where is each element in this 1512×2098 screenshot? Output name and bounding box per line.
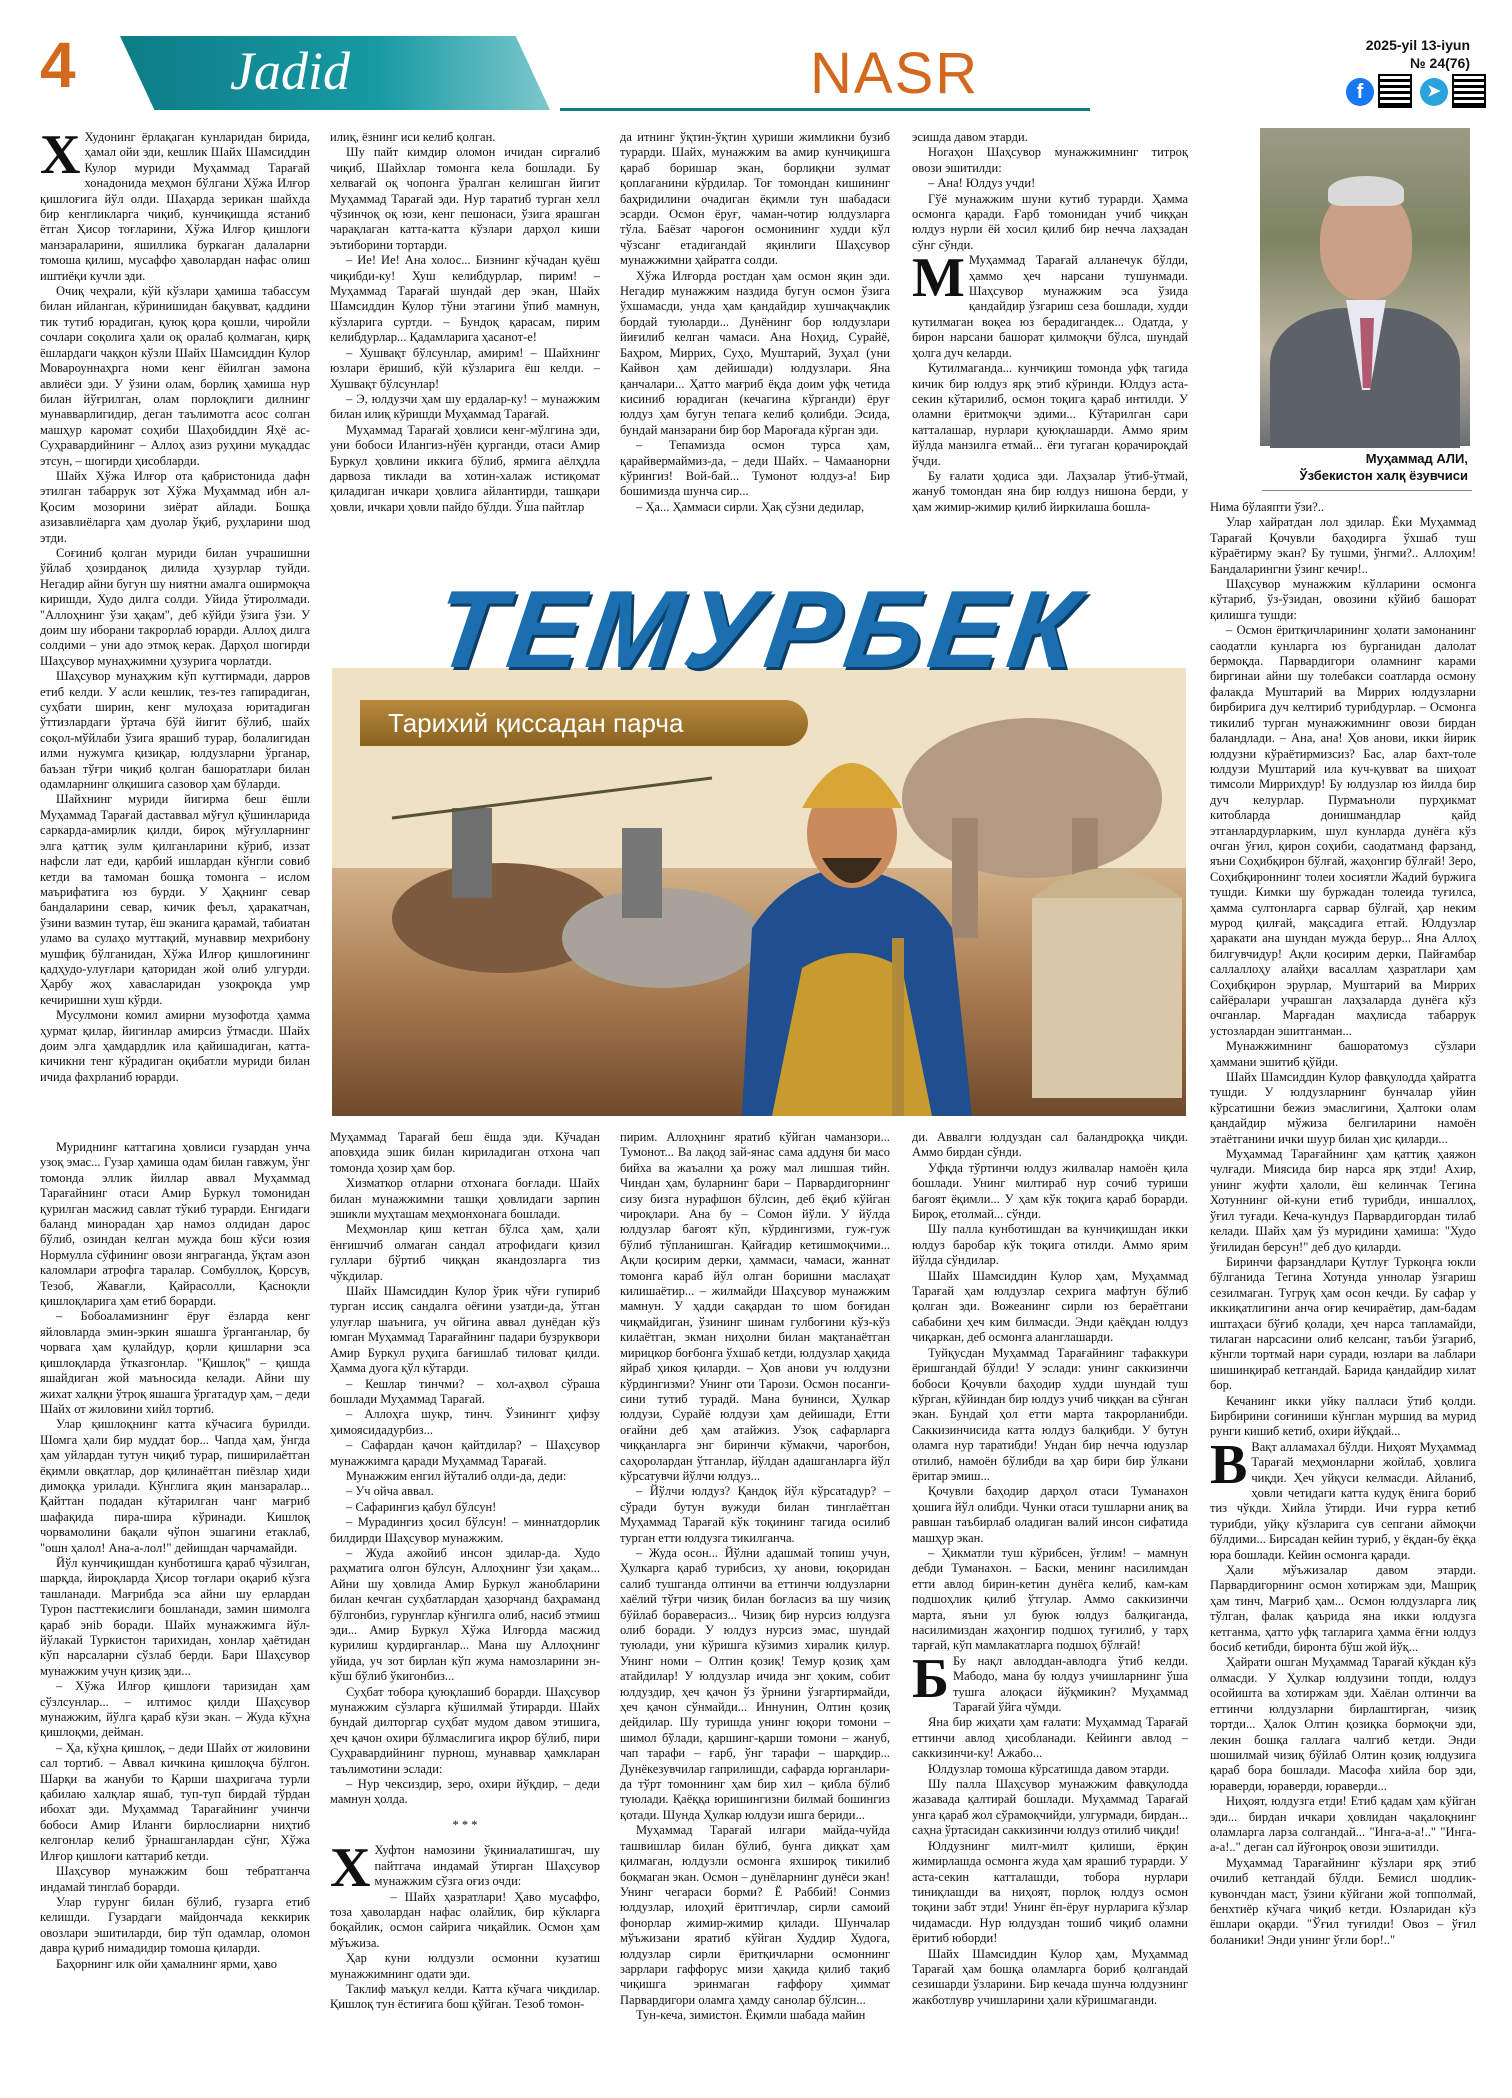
page-number: 4 (40, 29, 76, 101)
issue-number: № 24(76) (1410, 55, 1470, 71)
paragraph: – Осмон ёритқичларининг ҳолати замонанинг саодатли кунларга юз бурганидан далолат бермоқда. Парвардигори оламнинг карами биргинаи айни шу толебакси соатларда осмону фалакда Муштарий ва Миррих юлдузларни бирбирига дуч келтириб турибдурлар. – Осмонга тикилиб турган мунажжимнинг овози бирдан баландлади. – Ана, ана! Ҳов анови, икки йирик юлдузни кўраётирмизсиз? Бас, алар бахт-толе юлдузи Муштарий ила куч-қувват ва шиҳоат тимсоли Миррихдур! Бу юлдузлар юз йилда бир дуч келурлар. Пурмаъноли пурҳикмат китобларда донишмандлар қайд этганлардурларким, шул кунларда дунёга кўз очган ўғил, қирон соҳиби, саодатманд фарзанд, яъни Соҳибқирон бўлғай, жаҳонгир бўлғай! Зеро, Соҳибқироннинг толеи хосиятли Жадий буржига тушди. Кимки шу буржадан толеида туғилса, ҳамма султонларга сарвар бўлғай, ҳар неким мурод қилғай, мақсадига етгай. Юлдузлар ҳаракати ана шундан мужда берур... Яна Аллоҳ билгувчидур! Ақли қосирим дерки, Пайғамбар саллаллоҳу алайҳи васаллам ҳазратлари ҳам Соҳибқирон эрурлар, Муштарий ва Миррих сайёралари учрашган лаҳзаларда дунёга кўз очганлар. Марғадан маҳлисда табаррук устозлардан эшитганман... (1210, 623, 1476, 1038)
paragraph: Яна бир жиҳати ҳам ғалати: Муҳаммад Тарағай еттинчи авлод ҳисобланади. Кейинги авлод – саккизинчи-ку! Ажабо... (912, 1715, 1188, 1761)
paragraph: Шайх Шамсиддин Кулор ҳам, Муҳаммад Тарағай ҳам бошқа оламларга бориб қолгандай сезишарди ўзларини. Бир кечада шунча юлдузнинг жакботлувр учишларини ҳали кўришмаганди. (912, 1946, 1188, 2007)
column-3-top (620, 130, 890, 540)
paragraph: Ногаҳон Шаҳсувор мунажжимнинг титроқ овози эшитилди: (912, 145, 1188, 175)
header-rule (560, 108, 1090, 111)
facebook-icon[interactable]: f (1346, 78, 1374, 106)
paragraph: Соғиниб қолган муриди билан учрашишни ўйлаб ҳозирданоқ дилида ҳузурлар туйди. Негадир айни бугун шу ниятни амалга оширмоқча киришди, Худо дилга солди. Уйида ўтиролмади. "Аллоҳнинг ўзи ҳақам", деб кўйди ўзига ўзи. У доим шу иборани такрорлаб юрарди. Аллоҳ дилга солдими – уни адо этмоқ керак. Дарҳол шогирди Шаҳсувор мунаҳжимни ҳузурига чорлатди. (40, 545, 310, 668)
paragraph: Уфқда тўртинчи юлдуз жилвалар намоён қила бошлади. Унинг милтираб нур сочиб туриши бағоят ёқимли... У ҳам кўк тоқига қараб борарди. Бироқ, етолмай... сўнди. (912, 1160, 1188, 1222)
paragraph: Шайхнинг муриди йигирма беш ёшли Муҳаммад Тарағай даставвал мўғул қўшинларида саркарда-амирлик қилди, бироқ мўғулларнинг элга қаттиқ зулм қилганларини кўриб, иззат нафсли лат еди, қарбий ишлардан кўнгли совиб кетди ва тамоман бошқа томонга – ислом маърифатига юз бурди. У Ҳақнинг севар бандаларини севар, кичик феъл, ҳаракатчан, ўзини вазмин тутар, ёш эканига қарамай, табиатан уламо ва сулаҳо муттақий, мунаввир мехрибону мушфиқ бўлганидан, Хўжа Илғор қишлоғининг қадҳудо-улуғлари қаторидан жой олиб улгурди. Ҳарбу жоҳ хавасларидан узоқроқда умр кечиришни хуш кўрди. (40, 792, 310, 1007)
paragraph: Суҳбат тобора қуюқлашиб борарди. Шаҳсувор мунажжим сўзларга кўшилмай ўтирарди. Шайх бундай дилторгар суҳбат мудом давом этишига, ҳеч қачон охири бўлмаслигига иқрор бўлиб, пири Суҳравардийнинг пурнош, мунаввар ҳамкларан таълимотини эслади: (330, 1684, 600, 1776)
drop-cap: Х (330, 1837, 371, 1900)
paragraph: эсишда давом этарди. (912, 130, 1028, 144)
paragraph: Улар гурунг билан бўлиб, гузарга етиб келишди. Гузардаги майдончада кеккирик овозлари эшитиларди, бир тўп одамлар, оломон давра қуриб нимадидир томоша қиларди. (40, 1894, 310, 1956)
paragraph: Кечанинг икки уйку паллаcи ўтиб қолди. Бирбирини соғиниши кўнглан муршид ва мурид рунги кишиб кетиб, охири йўқдай... (1210, 1393, 1476, 1439)
paragraph: – Йўлчи юлдуз? Қандоқ йўл кўрсатадур? – сўради бутун вужуди билан тинглаётган Муҳаммад Тарағай кўк тоқининг тагида осилиб турган етти юлдузга тикилганча. (620, 1484, 890, 1545)
paragraph: Ҳайрати ошган Муҳаммад Тарағай кўкдан кўз олмасди. У Ҳулкар юлдузини топди, юлдуз осойишта ва хотиржам эди. Хаёлан олтинчи ва еттинчи юлдузларни бирлаштирган, чизиқ тортди... Ҳалок Олтин қозиқка бормоқчи эди, лекин бошқа галлага чалгиб кетди. Энди шошилмай чизиқ бўйлаб Олтин қозиқ юлдузига қараб бора бошлади. Масофа хийла бор эди, юраверди, юраверди, юраверди... (1210, 1655, 1476, 1793)
elephant-leg (952, 818, 978, 938)
paragraph: Очиқ чеҳрали, кўй кўзлари ҳамиша табассум билан ийланган, кўринишидан бақувват, қаддини тик тутиб юрадиган, қуюқ қора қошли, чиройли сочлари соқолига ҳали оқ оралаб қолмаган, қирқ ёшлардаги чаққон кўзли Шайх Шамсиддин Кулор Мовароуннаҳрга номи кенг ёйилган замона авлиёси эди. У ўзини олам, борлиқ ҳамиша нур билан йўғрилган, олам порлоқлиги дилнинг мунавварлигидир, деган таълимотга асос солган машҳур каромат соҳиби Шаҳобиддин Яҳё ас-Суҳравардийнинг – Аллоҳ азиз руҳини муқаддас этсун, – шогирди ҳисобларди. (40, 284, 310, 468)
paragraph: Муҳаммад Тарағайнинг ҳам қаттиқ ҳаяжон чулғади. Миясида бир нарса ярқ этди! Ахир, унинг жуфти ҳалоли, ёш келинчак Тегина Хотуннинг ой-куни етиб турибди, иншаллоҳ, ўғил туғади. Кеча-кундуз Парвардигордан тилаб келади. Шайх ҳам ўз муридини ҳамиша: "Худо ўғилидан берсун!" деб дуо қиларди. (1210, 1147, 1476, 1254)
paragraph: Мусулмони комил амирни музофотда ҳамма ҳурмат қилар, йигинлар амирсиз ўтмасди. Шайх доим элга ҳамдардлик ила қайишадиган, катта-кичикни тенг кўрадиган оқибатли муриди билан ичида фахрланиб юрарди. (40, 1008, 310, 1084)
elephant-shape (902, 718, 1162, 878)
paragraph: Шу пайт кимдир оломон ичидан сирғалиб чиқиб, Шайхлар томонга кела бошлади. Бу хелвағай оқ чопонга ўралган келишган йигит Муҳаммад Тарағай эди. Нур таратиб турган хелл чўзинчоқ оқ юзи, кенг пешонаси, ўзига ярашган чарақлаган катта-катта кўзлари дарҳол киши эътиборини тортарди. (330, 145, 600, 252)
column-2-bottom (330, 1130, 600, 2080)
article-title: ТЕМУРБЕК (427, 568, 1092, 691)
column-2-top (330, 130, 600, 540)
paragraph: – Ана! Юлдуз учди! (928, 176, 1036, 191)
paragraph: – Сафарингиз қабул бўлсун! (346, 1499, 497, 1514)
paragraph: Шайх Хўжа Илғор ота қабристонида дафн этилган табаррук зот Хўжа Муҳаммад ибн ал-Қосим мозорини зиёрат айлади. Бошқа азизавлиёларга ҳам дуолар ўқиб, руҳларини шод этди. (40, 468, 310, 545)
paragraph: Таклиф маъқул келди. Катта кўчага чиқдилар. Қишлоқ тун ёстиғига бош қўйган. Тезоб томон- (330, 1981, 600, 2012)
paragraph: Шайх Шамсиддин Кулор ҳам, Муҳаммад Тарағай ҳам юлдузлар сехрига мафтун бўлиб қолган эди. Вожеанинг сирли юз бераётгани сабабини ҳеч ким билмасди. Энди қаёқдан юлдуз чиқаркан, деб осмонга аланглашарди. (912, 1268, 1188, 1345)
paragraph: Кутилмаганда... кунчиқиш томонда уфқ тагида кичик бир юлдуз ярқ этиб кўринди. Юлдуз аста-секин кўтарилиб, осмон тоқига қараб интилди. У оламни ёритмоқчи эдими... Кўтарилган сари катталашар, нурлари қуюқлашарди. Аммо ярим йўлда манзилга етмай... ёғи тугаган қорачироқдай ўчди. (912, 361, 1188, 468)
paragraph: Хўжа Илғорда ростдан ҳам осмон яқин эди. Негадир мунажжим наздида бугун осмон ўзига ўхшамасди, унда ҳам қандайдир хушчақчақлик бордай туюларди... Дунёнинг бор юлдузлари йиғилиб келган чамаси. Ана Ноҳид, Сурайё, Баҳром, Миррих, Суҳо, Муштарий, Зуҳал (уни Кайвон ҳам дейишади) юлдузлари. Яна қанчалари... Ҳатто мағриб ёқда доим уфқ четида кисиниб юрадиган (кечагина кўрганди) ёруғ юлдуз ҳам бугун тепага келиб қолибди. Эсида, бундай манзарани бир бор Мароғада кўрган эди. (620, 268, 890, 437)
column-5 (1210, 500, 1476, 2080)
paragraph: Муҳаммад Тарағай илгари майда-чуйда ташвишлар билан бўлиб, бунга диқкат ҳам қилмаган, юлдузли осмонга яхшироқ тикилиб боқмаган экан. Осмон – дунёларнинг дунёси экан! Унинг чегараси борми? Ё Раббий! Сонмиз юлдузлар, илоҳий ёритгичлар, сирли самоий фонорлар жимир-жимир қилади. Шунчалар мўъжизани яратиб кўйган Худдир Худога, юлдузлар сирли ёритқичларни осмоннинг заррлари гаффорус мизи ҳақида қилиб тақиб чиқишга эринмаган ғаффору ҳиммат Парвардигори оламга ҳамду санолар бўлсин... (620, 1823, 890, 2007)
paragraph: Биринчи фарзандлари Қутлуғ Туркоңга юкли бўлганида Тегина Хотунда уннолар ўзгариш сезилмаган. Тугруқ ҳам осон кечди. Бу сафар у иккиқатлигини анча оғир кечираётир, дам-бадам иштаҳаси бўғиб қолади, ҳеч нарса тапламайди, тилаган нарсасини олиб келсанг, таъби ўзгариб, кўнгли тортмай нари суради, юзлари ва лаблари шишинқираб кетгандай. Барида қандайдир хилат бор. (1210, 1254, 1476, 1393)
paragraph: Туйқусдан Муҳаммад Тарағайнинг тафаккури ёришгандай бўлди! У эслади: унинг саккизинчи бобоси Қочувли баҳодир худди шундай туш кўрган, кўйиндан бир юлдуз учиб чиққан ва сўнган экан. Бундай ҳол етти марта такрорланибди. Саккизинчисида катта юлдуз балқибди. У бутун оламга нур таратибди! Ундан бир нечча юдузлар отилиб, намоён бўлибди ва ҳар бири бир ўлкани ёритар эмиш... (912, 1345, 1188, 1483)
paragraph: Ҳар куни юлдузли осмонни кузатиш мунажжимнинг одати эди. (330, 1951, 600, 1981)
author-caption (1262, 450, 1468, 484)
paragraph: Шу палла Шаҳсувор мунажжим фавқулодда жазавада қалтирай бошлади. Муҳаммад Тарағай унга қараб жол сўрамоқчийди, улгурмади, бирдан... саҳна ўртасидан саккизинчи юлдуз отилиб чиқди! (912, 1777, 1188, 1838)
paragraph: Гўё мунажжим шуни кутиб турарди. Ҳамма осмонга қаради. Ғарб томонидан учиб чиққан юлдуз нурли ёй хосил қилиб бир нечча лаҳзадан сўнг сўнди. (912, 191, 1188, 252)
paragraph: Худонинг ёрлақаган кунларидан бирида, ҳамал ойи эди, кешлик Шайх Шамсиддин Кулор муриди Муҳаммад Тарағай хонадонида меҳмон бўлгани Хўжа Илғор қишлоғига йўл олди. Шаҳарда зерикан шайхда бир кенгликларга чиқиб, кунчиқишда ястаниб ётган Ҳисор тоғларини, Хўжа Илғор қишлоғи манзараларини, яшиллика буркаган далаларни томоша қилиш, мусаффо ҳаволардан нафас олиш иштиёқи кучли эди. (40, 130, 310, 283)
paragraph: – Э, юлдузчи ҳам шу ердалар-ку! – мунажжим билан илиқ кўришди Муҳаммад Тарағай. (330, 391, 600, 422)
drop-cap: В (1210, 1433, 1248, 1496)
paragraph: Шу палла кунботишдан ва кунчиқишдан икки юлдуз баробар кўк тоқига отилди. Аммо ярим йўлда сўндилар. (912, 1222, 1188, 1268)
rider-shape (622, 828, 662, 918)
paragraph: – Сафардан қачон қайтдилар? – Шаҳсувор мунажжимга қаради Муҳаммад Тарағай. (330, 1438, 600, 1468)
paragraph: Улар қишлоқнинг катта кўчасига бурилди. Шомга ҳали бир муддат бор... Чапда ҳам, ўнгда ҳам уйлардан тутун чиқиб турар, пиширилаётган ёқимли овқатлар, дор қилинаётган пиёзлар ҳиди димоққа урилади. Кўнглига яқин манзаралар... Қайттан подадан кўтарилган чанг мағриб шафақида пира-шира кўринади. Кишлоқ чорвамолини бақали чўпон эшагини етаклаб, "ошн ҳалол! Ана-а-лол!" дейишдан чарчамайди. (40, 1417, 310, 1555)
paragraph: – Ҳа, кўҳна қишлоқ, – деди Шайх от жиловини сал тортиб. – Аввал кичкина қишлоқча бўлгон. Шарқи ва жануби то Қарши шаҳригача турли қабилаю халқлар яшаб, туп-туп бирдай тўрдан ибохат эди. Муҳаммад Тарағайнинг учинчи бобоси Амир Иланги бирлослиарни ниҳтиб келгонлар келиб ўрнашганлардан сўнг, Хўжа Илғор қишлоғи каттариб кетди. (40, 1740, 310, 1863)
paragraph: Мунажжимнинг башоратомуз сўзлари ҳаммани эшитиб қўйди. (1210, 1039, 1476, 1069)
paragraph: Юлдузлар томоша кўрсатишда давом этарди. (928, 1761, 1170, 1776)
column-4-bottom (912, 1130, 1188, 2080)
paragraph: – Ие! Ие! Ана холос... Бизнинг кўчадан қуёш чиқибди-ку! Хуш келибдурлар, пирим! – Муҳаммад Тарағай шундай дер экан, Шайх Шамсиддин Кулор тўни этагини ўпиб мамнун, кўзларига суртди. – Бундоқ қарасам, пирим келибдурлар... Қадамларига ҳасанот-е! (330, 253, 600, 345)
paragraph: Шаҳсувор мунажжим кўлларини осмонга кўтариб, ўз-ўзидан, овозини кўйиб башорат қилишга тушди: (1210, 577, 1476, 622)
issue-info (1366, 36, 1470, 72)
paragraph: Мунажжим енгил йўталиб олди-да, деди: (346, 1468, 567, 1483)
issue-date: 2025-yil 13-iyun (1365, 37, 1470, 53)
paragraph: Хизматкор отларни отхонага боғлади. Шайх билан мунажжимни ташқи ҳовлидаги зарпин эшикли муҳташам меҳмонхонага бошлади. (330, 1176, 600, 1222)
paragraph: – Жуда осон... Йўлни адашмай топиш учун, Ҳулкарга қараб турибсиз, ҳу анови, юқоридан салиб тушганда олтинчи ва еттинчи юлдузларни хаёлий тўғри чизиқ билан боғласиз ва шу чизиқ бўйлаб бораверасиз... Чизиқ бир нурсиз юлдузга олиб боради. У юлдуз нурсиз эмас, шундай туюлади, уни кўришга кўзимиз хиралик қилур. Унинг номи – Олтин қозиқ! Темур қозиқ ҳам атайдилар! У юлдузлар ичида энг ҳоким, собит юлдуздир, ҳеч қачон ўз ўрнини ўзгартирмайди, ҳеч қачон сўнмайди... Иннунин, Олтин қозиқ дейдилар. Шу туришда унинг юқори томони – шимол бўлади, қаршинг-қарши томони – жануб, чап тарафи – ғарб, ўнг тарафи – шарқдир... Дунёкезувчилар гаприлишди, сафарда юрганлари-да тўрт томоннинг ҳам бир хил – қибла бўлиб туюлади. Қаёққа юришингизни билмай бошингиз қотади. Шунда Ҳулкар юлдузи ишга бериди... (620, 1545, 890, 1822)
paragraph: Нима бўлаяпти ўзи?.. (1210, 500, 1325, 514)
caption-rule (1262, 490, 1472, 491)
column-1-bottom (40, 1140, 310, 2080)
palace-shape (1032, 898, 1182, 1098)
paragraph: Тун-кеча, зимистон. Ёқимли шабада майин (636, 2008, 866, 2023)
paragraph: Юлдузнинг милт-милт қилиши, ёрқин жимирлашда осмонга жуда ҳам ярашиб турарди. У аста-секин катталашди, тобора нурлари тиниқлашди ва ниҳоят, порлоқ юлдуз осмон тоқини забт этди! Унинг ёп-ёруғ нурларига кўзлар чидамасди. Нур юлдуздан тошиб чиқиб оламни ёритиб юборди! (912, 1838, 1188, 1946)
column-4-top (912, 130, 1188, 540)
paragraph: Муриднинг каттагина ҳовлиси гузардан унча узоқ эмас... Гузар ҳамиша одам билан гавжум, ўнг томонда эллик йиллар аввал Муҳаммад Тарағайнинг отаси Амир Буркул томонидан қурилган масжид савлат тўкиб турарди. Енгидаги баланд минорадан ҳар намоз олдидан дарос бўлиб, озиндан келган мужда бош кўси юзия Нормулла сўфининг овози янграганда, ўқтам азон каломлари атрофга таралар. Сомбуллоқ, Қорсув, Тезоб, Жавағли, Қайрасолли, Қасноқли қишлоқларига ҳам етиб борарди. (40, 1140, 310, 1309)
paragraph: Муҳаммад Тарағай беш ёшда эди. Кўчадан аповҳида эшик билан кириладиган отхона чап томонда ҳозир ҳам бор. (330, 1130, 600, 1175)
rider-shape (452, 808, 492, 898)
paragraph: Баҳорнинг илк ойи ҳамалнинг ярми, ҳаво (56, 1956, 278, 1971)
telegram-icon[interactable]: ➤ (1420, 78, 1448, 106)
sword-shape (892, 938, 904, 1116)
author-name: Муҳаммад АЛИ, (1365, 451, 1468, 466)
paragraph: – Бобоаламизнинг ёруғ ёзларда кенг яйловларда эмин-эркин яшашга ўрганганлар, бу чорвага ҳам қулайдур, қорли қишларни эса қишлоқларда ўтказгонлар. "Қишлоқ" – қишда яшайдиган жой маъносида келади. Айни шу жихат халқни ўтроқ яшашга ўргатадур ҳам, – деди Шайх от жиловини хийл тортиб. (40, 1309, 310, 1416)
author-photo (1260, 128, 1470, 446)
paragraph: Ниҳоят, юлдузга етди! Етиб қадам ҳам кўйган эди... бирдан ичкари ҳовлидан чақалоқнинг оламларга ларза солгандай... "Инга-а-а!.." "Инга-а-а!.." деган сал йўғонроқ овози эшитилди. (1210, 1794, 1476, 1855)
paragraph: Меҳмонлар қиш кетган бўлса ҳам, ҳали ёнғишчиб олмаган сандал атрофидаги қизил гуллари бўртиб чиққан якандозларга тиз чўкдилар. (330, 1222, 600, 1283)
hair-shape (1328, 176, 1404, 206)
paragraph: – Хўжа Илғор қишлоғи таризидан ҳам сўзлсунлар... – илтимос қилди Шаҳсувор мунажжим, йўлга қараб кўзи экан. – Жуда кўҳна қишлоқми, дейман. (40, 1679, 310, 1740)
column-3-bottom (620, 1130, 890, 2080)
paragraph: пирим. Аллоҳнинг яратиб кўйган чаманзори... Тумонот... Ва лақод зай-янас сама аддуня би масо бийха ва жаъални ҳа рожу мал лишшая тийн. Чиндан ҳам, буларнинг бари – Парвардигорнинг сизу бизга нурафшон бўлсин, деб ёқиб кўйган чироқлари. Ана бу – Сомон йўли. У йўлда юлдузлар бағоят кўп, кўрдингизми, гуж-гуж бўлиб тўпланишган. Қайғадир кетишмоқчими... Ақли қосирим дерки, ҳаммаси, чамаси, жаннат томонга караб йўл олган боришни маслаҳат килишаётир... – жилмайди Шаҳсувор мунажжим мамнун. У ҳадди сақардан то шом боғидан чиқмайдиган, ўзининг шинам гулбоғини кўз-кўз килаётган, экман ниҳолни билан мақтанаётган мирицкор боғбонга ўхшаб кетди, юлдузлар ҳақида яйраб ҳикоя қиларди. – Ҳов анови уч юлдузни кўрдингизми? Унинг оти Тарози. Осмон посанги-сини тутиб турадй. Мана бунинси, Ҳулкар юлдузи, Сурайё юлдузи ҳам дейишади, Етти оғайни деб ҳам атайжиз. Узоқ сафарларга чиққанларга энг биринчи кўмакчи, чароғбон, саҳоролардан ўтганлар, йўлдан адашганларга йўл кўрсатувчи йўлчи юлдуз... (620, 1130, 890, 1483)
paragraph: – Кешлар тинчми? – хол-аҳвол сўраша бошлади Муҳаммад Тарағай. (330, 1376, 600, 1406)
drop-cap: Х (40, 130, 81, 186)
paragraph: Шаҳсувор мунаҳжим кўп куттирмади, дарров етиб келди. У асли кешлик, тез-тез гапирадиган, суҳбати ширин, кенг мулоҳаза юритадиган ўттизлардаги ўртача бўй йигит бўлиб, шайх соқол-мўйлаби ўзига ярашиб турар, болалигидан илми нужумга қизиқар, юлдузларни ўрганар, баъзан тўғри чиқиб қолган башоратлари билан одамларнинг олқишига сазовор ҳам бўларди. (40, 669, 310, 792)
paragraph: Муҳаммад Тарағай ҳовлиси кенг-мўлгина эди, уни бобоси Илангиз-нўён қурганди, отаси Амир Буркул ҳовлини иккига бўлиб, ярмига аёлҳдла дарвоза тиклади ва хотин-халаж истиқомат қиладиган ичкари ҳовлига айлантирди, ташқари ҳовли, ичкари ҳовли пайдо бўлди. Ўша пайтлар (330, 422, 600, 514)
paragraph: – Шайх ҳазратлари! Ҳаво мусаффо, тоза ҳаволардан нафас олайлик, бир кўкларга боқайлик, осмон сайрига чиқайлик. Осмон ҳам мўъжиза. (330, 1889, 600, 1950)
paragraph: – Жуда ажойиб инсон эдилар-да. Худо раҳматига олгон бўлсун, Аллоҳнинг ўзи ҳақам... Айни шу ҳовлида Амир Буркул жанобларини билан кечган суҳбатлардан ҳазорчанд баҳраманд бўлгонбиз, гурунглар кўнгилга олиб, насиб этмиш эди... Амир Буркул Хўжа Илғорда масжид курилиш қурдирганлар... Мана шу Аллоҳнинг уйида, уч зот бирлан кўп жума намозларини эн-кўш бўлиб ўкигонбиз... (330, 1545, 600, 1684)
paragraph: Йўл кунчиқишдан кунботишга қараб чўзилган, шарқда, йироқларда Ҳисор тоғлари оқариб кўзга ташланади. Мағрибда эса айни шу ерлардан Турон пасттекислиги бошланади, замин шимолга қараб энib боради. Шайх мунажжимга йўл-йўлакай Туркистон тарихидан, хонлар ҳаётидан кўп нарсаларни сўзлаб берди. Бари Шаҳсувор мунажжим учун қизиқ эди... (40, 1555, 310, 1678)
column-1-top (40, 130, 310, 1130)
drop-cap: Б (912, 1647, 950, 1710)
section-name: NASR (810, 41, 980, 106)
brand-name: Jadid (230, 41, 350, 101)
page-header (0, 0, 1512, 120)
paragraph: Шайх Шамсиддин Кулор фавқулодда ҳайратга тушди. У юлдузларнинг бунчалар уйин кўрсатишни бежиз эмаслигини, Ҳалтоки олам қандайдир мўжиза белгиларини намоён этаётганини ички шуур билан ҳис қиларди... (1210, 1070, 1476, 1146)
paragraph: Шайх Шамсиддин Кулор ўрик чўғи гупириб турган иссиқ сандалга оёғини узатди-да, ўтган улуғлар шаънига, уч ойгина аввал дунёдан кўз юмган Муҳаммад Тарағайнинг падари бузруквори Амир Буркул руҳига бағишлаб тиловат қилди. Ҳамма дуога қўл кўтарди. (330, 1284, 600, 1376)
article-subtitle: Тарихий қиссадан парча (360, 700, 808, 746)
qr-code-icon (1380, 76, 1410, 106)
paragraph: Ҳали мўъжизалар давом этарди. Парвардигорнинг осмон хотиржам эди, Машриқ ҳам тинч, Мағриб ҳам... Осмон юлдузларга лиқ тўлган, фалак қаърида яна икки юлдузга кетганма, ҳатто уфқ тагларига ҳамма ёғни юлдуз босиб кетибди, биронта бўш жой йўқ... (1210, 1563, 1476, 1655)
paragraph: Хуфтон намозини ўқиниалатишгач, шу пайтгача индамай ўтирган Шаҳсувор мунажжим сўзга оғиз очди: (374, 1843, 600, 1889)
paragraph: – Ҳа... Ҳаммаси сирли. Ҳақ сўзни дедилар, (636, 499, 865, 514)
section-divider: * * * (452, 1817, 478, 1832)
paragraph: – Аллоҳга шукр, тинч. Ўзинингг ҳифзу ҳимоясидадурбиз... (330, 1407, 600, 1437)
paragraph: илиқ, ёзнинг иси келиб қолган. (330, 130, 496, 144)
paragraph: Муҳаммад Тарағай алланечук бўлди, ҳаммо ҳеч нарсани тушунмади. Шаҳсувор мунажжим эса ўзида қандайдир ўзгариш сеза бошлади, худди кутилмаган воқеа юз берадигандек... Одатда, у бирон нарсани башорат қилмоқчи бўлса, шундай ҳолга дуч келарди. (912, 253, 1188, 360)
drop-cap: М (912, 247, 965, 310)
paragraph: Қочувли баҳодир дарҳол отаси Туманахон ҳошига йўл олибди. Чунки отаси тушларни аниқ ва равшан таъбирлаб оладиган валий инсон сифатида машҳур экан. (912, 1484, 1188, 1545)
qr-code-icon (1454, 76, 1484, 106)
author-title: Ўзбекистон халқ ёзувчиси (1299, 468, 1468, 483)
paragraph: – Хушвақт бўлсунлар, амирим! – Шайхнинг юзлари ёришиб, кўй кўзларига ёш келди. – Хушвақт бўлсунлар! (330, 345, 600, 391)
paragraph: да итнинг ўқтин-ўқтин ҳуриши жимликни бузиб турарди. Шайх, мунажжим ва амир кунчиқишга қараб боришар экан, борлиқни зулмат қоплаганини кўрдилар. Тоғ томондан кишининг баҳридилини очадиган ёқимли тун шабадаси эсарди. Осмон ёруғ, чаман-чотир юлдузларга тўла. Баёзат чароғон осмонининг худди кўл чўзсанг етадигандай яқинлиги Шаҳсувор мунажжимни ҳайратга солди. (620, 130, 890, 268)
paragraph: Муҳаммад Тарағайнинг кўзлари ярқ этиб очилиб кетгандай бўлди. Бемисл шодлик-кувончдан маст, ўзини кўйгани жой топполмай, бенхтиёр кўчага чиқиб кетди. Юзларидан кўз ёшлари оқарди. "Ўғил туғилди! Овоз – ўғил боланики! Энди унинг ўғли бор!.." (1210, 1855, 1476, 1947)
paragraph: – Уч ойча аввал. (346, 1484, 434, 1499)
paragraph: Вақт алламахал бўлди. Ниҳоят Муҳаммад Тарағай меҳмонларни жойлаб, ҳовлига чиқди. Ҳеч уйқуси келмасди. Айланиб, ҳовли четидаги катта кудуқ ёнига бориб тиз чўкди. Хийла ўтирди. Ичи ғурра кетиб турибди, уйқу кўзларига сув сепгани аймоқчи бўлдими... Бирсадан кейин туриб, у ёқдан-бу ёққа юра бошлади. Кейин осмонга қаради. (1210, 1439, 1476, 1562)
paragraph: ди. Аввалги юлдуздан сал баландроққа чиқди. Аммо бирдан сўнди. (912, 1130, 1188, 1160)
paragraph: – Мурадингиз ҳосил бўлсун! – миннатдорлик билдирди Шаҳсувор мунажжим. (330, 1515, 600, 1545)
paragraph: Бу нақл авлоддан-авлодга ўтиб келди. Мабодо, мана бу юлдуз учишларнинг ўша тушга алоқаси йўқмикин? Муҳаммад Тарағай ўйга чўмди. (953, 1653, 1188, 1715)
paragraph: Улар хайратдан лол эдилар. Ёки Муҳаммад Тарағай Қочувли баҳодирга ўхшаб туш кўраётирму экан? Бу тушми, ўнгми?.. Аллоҳим! Бандаларингни ўзинг кечир!.. (1210, 515, 1476, 576)
paragraph: – Нур чексиздир, зеро, охири йўқдир, – деди мамнун ҳолда. (330, 1777, 600, 1807)
paragraph: Шаҳсувор мунажжим бош тебратганча индамай тинглаб борарди. (40, 1864, 310, 1894)
paragraph: – Ҳикматли туш кўрибсен, ўғлим! – мамнун дебди Туманахон. – Баски, менинг насилимдан етти авлод бирин-кетин дунёга келиб, кам-кам подшоҳлик қилиб ўтгулар. Аммо саккизинчи марта, яъни ул буюк юлдуз балқиганда, насилимиздан жаҳонгир подшоҳ туғилиб, у тарҳ тарғай, кўп мамлакатларга подшоҳ бўлғай! (912, 1545, 1188, 1653)
paragraph: Бу ғалати ҳодиса эди. Лаҳзалар ўтиб-ўтмай, жануб томондан яна бир юлдуз нишона берди, у ҳам жимир-жимир қилиб йиркилаша бошла- (912, 468, 1188, 514)
paragraph: – Тепамизда осмон турса ҳам, қарайвермаймиз-да, – деди Шайх. – Чамаанорни кўрингиз! Вой-бай... Тумонот юлдуз-а! Бир бошимизда шунча сир... (620, 438, 890, 499)
